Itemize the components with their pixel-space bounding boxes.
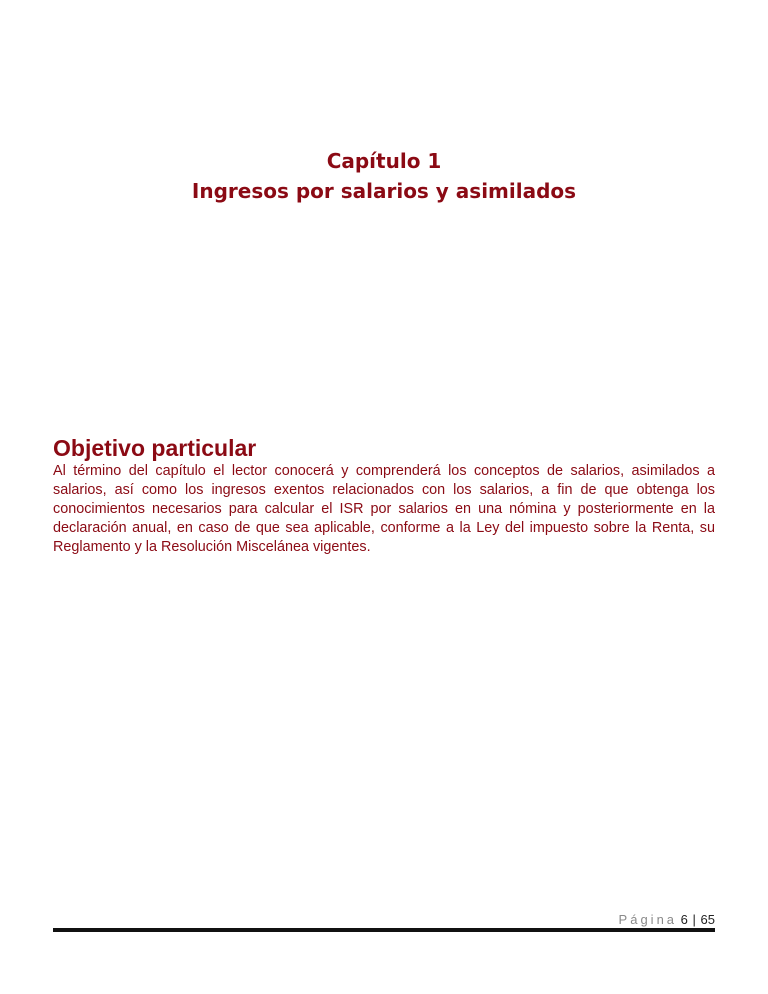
objective-heading: Objetivo particular [53, 435, 257, 461]
footer-divider [53, 928, 715, 932]
chapter-number: Capítulo 1 [326, 149, 442, 173]
chapter-title [0, 146, 768, 206]
page-separator: | [692, 912, 696, 927]
chapter-name: Ingresos por salarios y asimilados [191, 179, 577, 203]
page-number: 6 [680, 912, 688, 927]
page-total: 65 [700, 912, 715, 927]
objective-paragraph: Al término del capítulo el lector conocerá y comprenderá los conceptos de salarios, asimilados a salarios, así como los ingresos exentos relacionados con los salarios, a fin de que obtenga los conocimientos necesarios para calcular el ISR por salarios en una nómina y posteriormente en la declaración anual, en caso de que sea aplicable, conforme a la Ley del impuesto sobre la Renta, su Reglamento y la Resolución Miscelánea vigentes. [53, 463, 715, 555]
page-footer [0, 912, 715, 928]
page-label: Página [618, 912, 678, 927]
